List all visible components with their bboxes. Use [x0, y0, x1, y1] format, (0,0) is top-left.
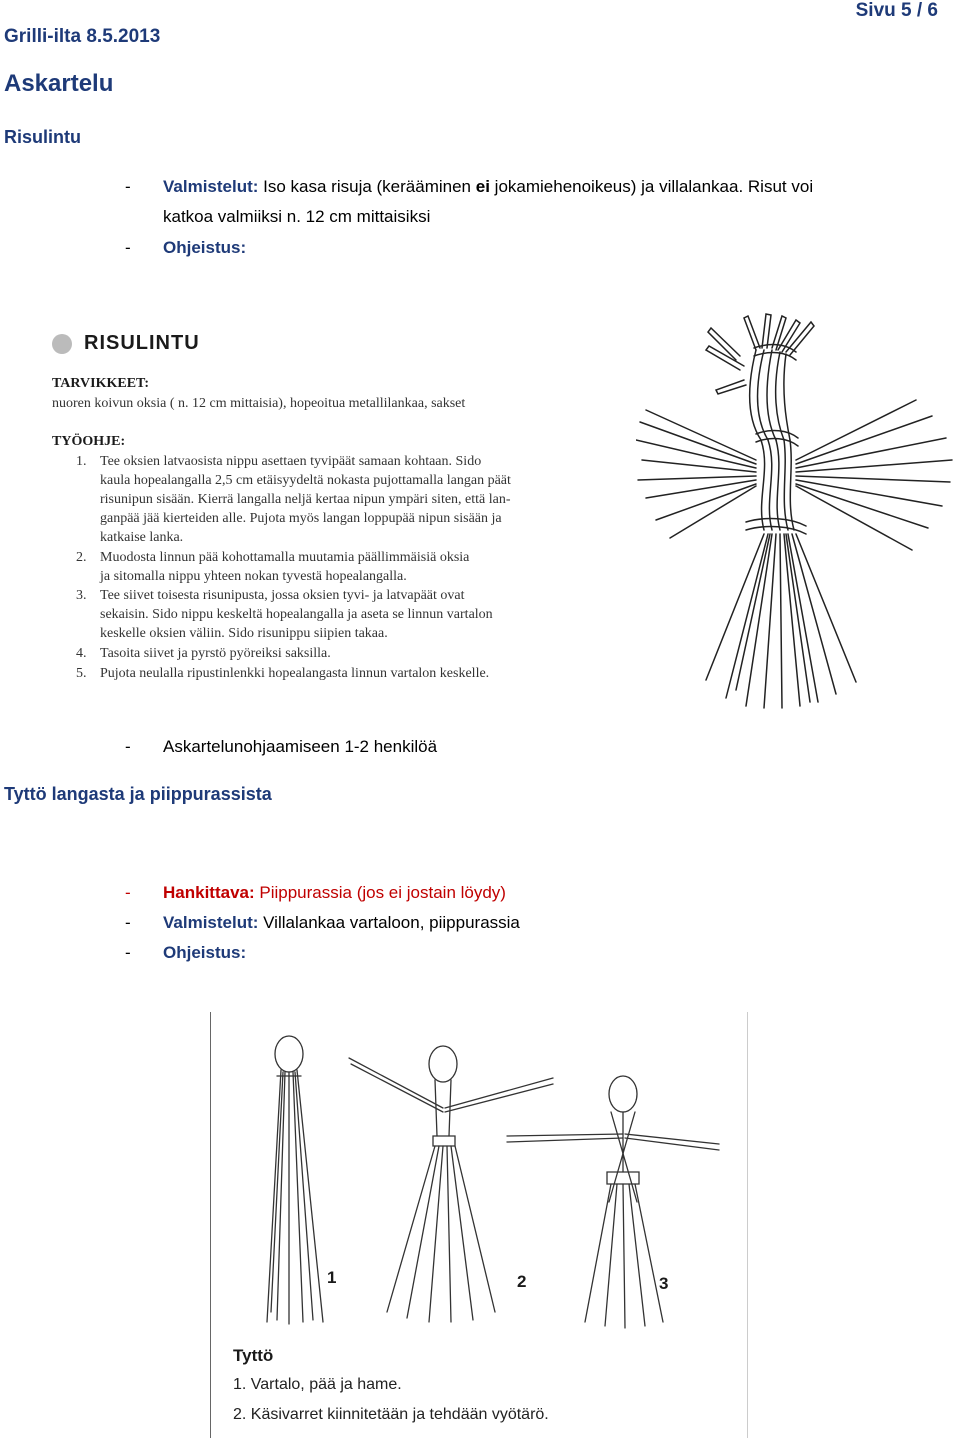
instruction-step-line: [76, 624, 616, 643]
caption-title: Tyttö: [233, 1346, 274, 1365]
bullet-dash: -: [125, 943, 131, 962]
bullet-dash: -: [125, 238, 131, 257]
bullet-ohjeistus: [125, 237, 246, 259]
instruction-step-text: Tee siivet toisesta risunipusta, jossa oksien tyvi- ja latvapäät ovat: [100, 588, 465, 603]
instruction-step-text: Muodosta linnun pää kohottamalla muutamia päällimmäisiä oksia: [100, 550, 470, 565]
doll-figure-1: [267, 1036, 323, 1324]
page-number: Sivu 5 / 6: [855, 0, 938, 21]
instruction-step-number: 5.: [76, 666, 87, 681]
instruction-step-number: 1.: [76, 454, 87, 469]
bullet-dash: -: [125, 737, 131, 756]
tytto-title: Tyttö langasta ja piippurassista: [4, 784, 272, 804]
fig-number-3: 3: [659, 1274, 669, 1293]
valmistelut-bold: ei: [475, 177, 490, 196]
instruction-step-text: keskelle oksien väliin. Sido risunippu siipien takaa.: [100, 626, 388, 641]
askartelu-text: Askartelunohjaamiseen 1-2 henkilöä: [163, 737, 438, 756]
bullet-dash: -: [125, 883, 131, 902]
instruction-step-text: ganpää jää kierteiden alle. Pujota myös langan loppupää nipun sisään ja: [100, 511, 502, 526]
instruction-step-line: [76, 664, 616, 683]
instruction-step-line: [76, 490, 616, 509]
caption-line-1: 1. Vartalo, pää ja hame.: [233, 1376, 402, 1393]
instruction-step: [76, 586, 616, 643]
instruction-step: [76, 644, 616, 663]
doll-figure-3: [507, 1076, 719, 1328]
instruction-step-text: katkaise lanka.: [100, 530, 184, 545]
valmistelut-text-2: jokamiehenoikeus) ja villalankaa. Risut voi: [489, 177, 814, 196]
instruction-step-line: [76, 605, 616, 624]
instruction-step-text: kaula hopealangalla 2,5 cm etäisyydeltä nokasta pujottamalla langan päät: [100, 473, 511, 488]
valmistelut-text: Iso kasa risuja (kerääminen: [258, 177, 476, 196]
instruction-step: [76, 452, 616, 547]
fig-number-1: 1: [327, 1268, 337, 1287]
risulintu-title: Risulintu: [4, 127, 81, 147]
fig-number-2: 2: [517, 1272, 527, 1291]
caption-line-2: 2. Käsivarret kiinnitetään ja tehdään vyötärö.: [233, 1406, 549, 1423]
valmistelut-label: Valmistelut:: [163, 177, 259, 196]
bullet-hankittava: [125, 882, 506, 904]
tarvikkeet-text: nuoren koivun oksia ( n. 12 cm mittaisia), hopeoitua metallilankaa, sakset: [52, 396, 466, 411]
bird-tail: [706, 534, 856, 708]
ohjeistus-label: Ohjeistus:: [163, 238, 247, 257]
instruction-step-text: risunipun sisään. Kierrä langalla neljä kertaa nipun ympäri siten, että lan-: [100, 492, 511, 507]
instruction-step-text: sekaisin. Sido nippu keskeltä hopealangalla ja aseta se linnun vartalon: [100, 607, 493, 622]
instruction-step-text: Tasoita siivet ja pyrstö pyöreiksi saksilla.: [100, 646, 331, 661]
instruction-step-line: [76, 528, 616, 547]
tytto-valmistelut-label: Valmistelut:: [163, 913, 259, 932]
instruction-step-line: [76, 586, 616, 605]
instruction-step-text: ja sitomalla nippu yhteen nokan tyvestä hopealangalla.: [100, 569, 407, 584]
header-date-title: Grilli-ilta 8.5.2013: [4, 26, 161, 47]
tarvikkeet-label: TARVIKKEET:: [52, 376, 150, 391]
bullet-dash: -: [125, 913, 131, 932]
instruction-step-number: 3.: [76, 588, 87, 603]
hankittava-label: Hankittava:: [163, 883, 255, 902]
valmistelut-continuation: katkoa valmiiksi n. 12 cm mittaisiksi: [163, 207, 431, 226]
scan-title: RISULINTU: [84, 332, 200, 354]
instruction-step: [76, 548, 616, 586]
instruction-step-line: [76, 509, 616, 528]
bullet-circle-icon: [52, 334, 72, 354]
bullet-tytto-ohjeistus: [125, 942, 246, 964]
bullet-valmistelut: [125, 176, 813, 198]
tyoohje-label: TYÖOHJE:: [52, 434, 126, 449]
hankittava-text: Piippurassia (jos ei jostain löydy): [254, 883, 506, 902]
risulintu-illustration: [636, 310, 956, 710]
bullet-tytto-valmistelut: [125, 912, 520, 934]
instruction-step-line: [76, 567, 616, 586]
tytto-scan: [210, 1012, 748, 1438]
instruction-step-number: 4.: [76, 646, 87, 661]
bullet-askartelu: [125, 736, 437, 758]
instruction-step-line: [76, 471, 616, 490]
tytto-ohjeistus-label: Ohjeistus:: [163, 943, 247, 962]
instruction-step-text: Pujota neulalla ripustinlenkki hopealangasta linnun vartalon keskelle.: [100, 666, 490, 681]
instruction-step-line: [76, 548, 616, 567]
instruction-step-line: [76, 644, 616, 663]
section-title: Askartelu: [4, 70, 114, 97]
tytto-valmistelut-text: Villalankaa vartaloon, piippurassia: [258, 913, 520, 932]
instruction-step: [76, 664, 616, 683]
instruction-step-number: 2.: [76, 550, 87, 565]
instruction-step-text: Tee oksien latvaosista nippu asettaen tyvipäät samaan kohtaan. Sido: [100, 454, 482, 469]
instruction-step-line: [76, 452, 616, 471]
bullet-dash: -: [125, 177, 131, 196]
